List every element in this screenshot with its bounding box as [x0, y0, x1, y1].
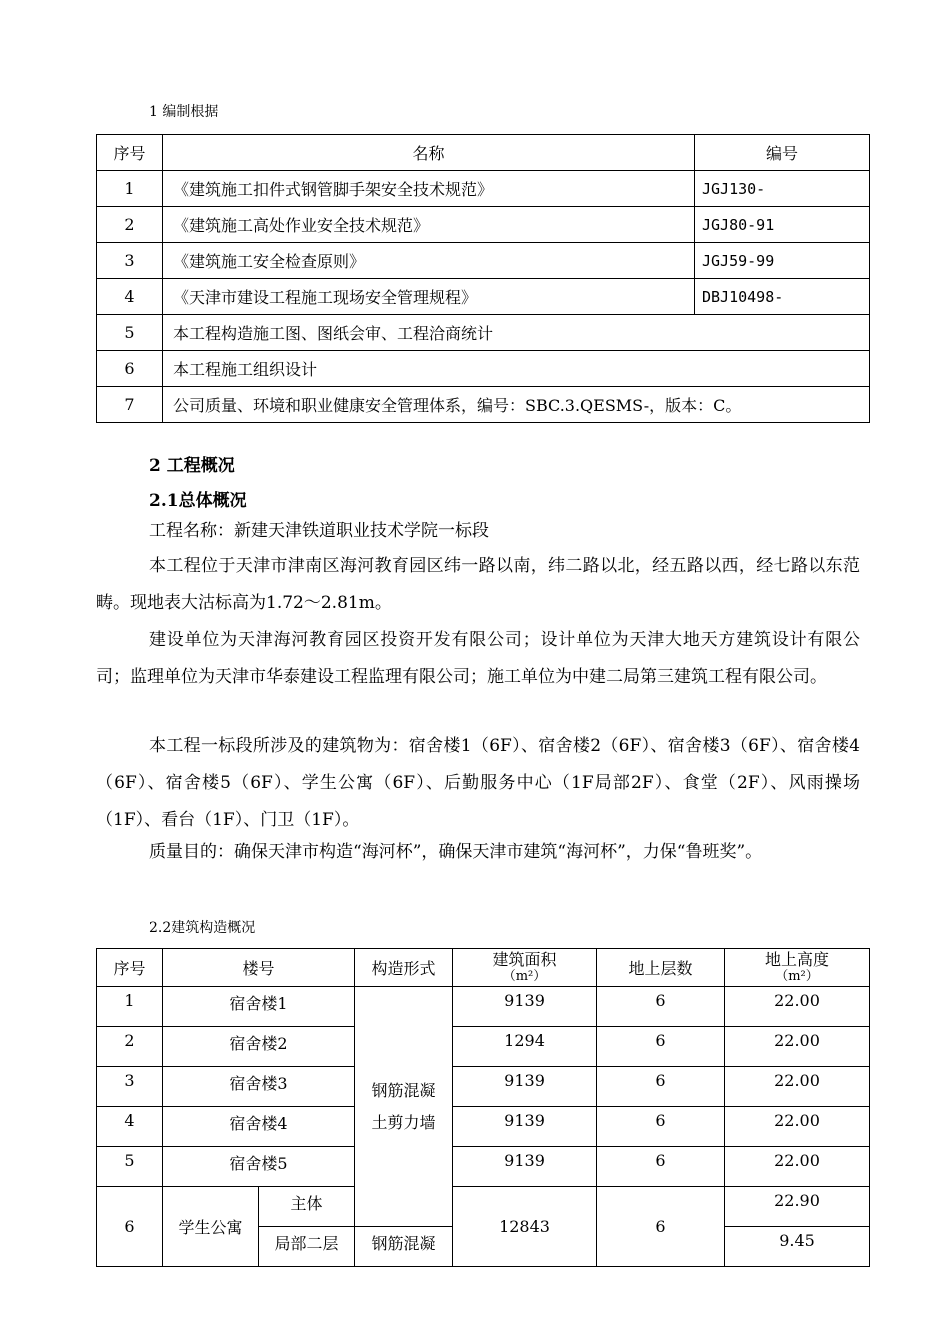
- structure-row-floors: 6: [597, 1027, 725, 1067]
- table-row: [97, 171, 870, 207]
- basis-row-name: 《天津市建设工程施工现场安全管理规程》: [163, 279, 695, 315]
- apartment-part-local: 局部二层: [259, 1227, 355, 1267]
- basis-row-name: 公司质量、环境和职业健康安全管理体系，编号：SBC.3.QESMS-，版本：C。: [163, 387, 870, 423]
- structure-row-no: 3: [97, 1067, 163, 1107]
- structure-header-row: [97, 949, 870, 987]
- shear-wall-label: 钢筋混凝土剪力墙: [371, 1080, 436, 1132]
- structure-row-area: 9139: [453, 987, 597, 1027]
- structure-row-floors: 6: [597, 987, 725, 1027]
- basis-row-code: JGJ59-99: [695, 243, 870, 279]
- structure-row-height: 22.00: [725, 1147, 870, 1187]
- table-row: [97, 987, 870, 1027]
- structure-row-height: 22.00: [725, 1107, 870, 1147]
- basis-row-code: DBJ10498-: [695, 279, 870, 315]
- basis-table: [96, 134, 870, 423]
- table-row: [97, 207, 870, 243]
- structure-row-no: 2: [97, 1027, 163, 1067]
- structure-row-no: 1: [97, 987, 163, 1027]
- basis-row-no: 3: [97, 243, 163, 279]
- basis-row-name: 本工程施工组织设计: [163, 351, 870, 387]
- basis-row-no: 7: [97, 387, 163, 423]
- structure-row-name: 宿舍楼5: [163, 1147, 355, 1187]
- basis-header-row: [97, 135, 870, 171]
- basis-row-name: 《建筑施工安全检查原则》: [163, 243, 695, 279]
- basis-row-code: JGJ130-: [695, 171, 870, 207]
- apartment-local-form: 钢筋混凝: [355, 1227, 453, 1267]
- table-row: [97, 1187, 870, 1227]
- structure-row-no: 4: [97, 1107, 163, 1147]
- table-row: [97, 387, 870, 423]
- basis-row-no: 4: [97, 279, 163, 315]
- structure-header-floors: 地上层数: [597, 949, 725, 987]
- basis-row-code: JGJ80-91: [695, 207, 870, 243]
- basis-row-no: 5: [97, 315, 163, 351]
- structure-row-name: 宿舍楼4: [163, 1107, 355, 1147]
- structure-row-height: 22.00: [725, 1067, 870, 1107]
- structure-header-no: 序号: [97, 949, 163, 987]
- units-paragraph: 建设单位为天津海河教育园区投资开发有限公司；设计单位为天津大地天方建筑设计有限公司；监理单位为天津市华泰建设工程监理有限公司；施工单位为中建二局第三建筑工程有限公司。: [96, 630, 860, 687]
- table-row: [97, 1067, 870, 1107]
- area-header-unit: （m²）: [502, 968, 547, 984]
- structure-row-height: 22.00: [725, 1027, 870, 1067]
- structure-row-no: 5: [97, 1147, 163, 1187]
- basis-header-code: 编号: [695, 135, 870, 171]
- basis-row-name: 《建筑施工扣件式钢管脚手架安全技术规范》: [163, 171, 695, 207]
- structure-header-form: 构造形式: [355, 949, 453, 987]
- basis-row-no: 2: [97, 207, 163, 243]
- structure-row-height: 22.00: [725, 987, 870, 1027]
- table-row: [97, 1147, 870, 1187]
- apartment-part-main: 主体: [259, 1187, 355, 1227]
- structure-row-area: 9139: [453, 1147, 597, 1187]
- height-header-label: 地上高度: [765, 949, 830, 969]
- structure-row-floors: 6: [597, 1107, 725, 1147]
- table-row: [97, 243, 870, 279]
- table-row: [97, 279, 870, 315]
- quality-paragraph: 质量目的：确保天津市构造“海河杯”，确保天津市建筑“海河杯”，力保“鲁班奖”。: [149, 842, 763, 862]
- table-row: [97, 1027, 870, 1067]
- basis-row-no: 1: [97, 171, 163, 207]
- location-paragraph: 本工程位于天津市津南区海河教育园区纬一路以南，纬二路以北，经五路以西，经七路以东范畴。现地表大沽标高为1.72～2.81m。: [96, 556, 860, 613]
- section-title: 2 工程概况: [149, 456, 235, 476]
- subsection-title: 2.1总体概况: [149, 491, 247, 511]
- table-row: [97, 1107, 870, 1147]
- apartment-height-main: 22.90: [725, 1187, 870, 1227]
- structure-row-no: 6: [97, 1187, 163, 1267]
- structure-row-name: 宿舍楼2: [163, 1027, 355, 1067]
- structure-row-floors: 6: [597, 1067, 725, 1107]
- structure-row-floors: 6: [597, 1187, 725, 1267]
- basis-heading: 1 编制根据: [149, 104, 219, 120]
- structure-heading: 2.2建筑构造概况: [149, 920, 256, 936]
- basis-row-name: 《建筑施工高处作业安全技术规范》: [163, 207, 695, 243]
- structure-row-area: 9139: [453, 1067, 597, 1107]
- structure-header-building: 楼号: [163, 949, 355, 987]
- structure-header-area: [453, 949, 597, 987]
- structure-form-shear-wall: [355, 987, 453, 1227]
- basis-header-name: 名称: [163, 135, 695, 171]
- basis-row-no: 6: [97, 351, 163, 387]
- basis-row-name: 本工程构造施工图、图纸会审、工程洽商统计: [163, 315, 870, 351]
- structure-table: [96, 948, 870, 1267]
- structure-row-area: 12843: [453, 1187, 597, 1267]
- table-row: [97, 315, 870, 351]
- structure-row-name: 学生公寓: [163, 1187, 259, 1267]
- table-row: [97, 351, 870, 387]
- structure-row-name: 宿舍楼3: [163, 1067, 355, 1107]
- area-header-label: 建筑面积: [492, 949, 557, 969]
- height-header-unit: （m²）: [775, 968, 819, 984]
- structure-header-height: [725, 949, 870, 987]
- structure-row-floors: 6: [597, 1147, 725, 1187]
- project-name-paragraph: 工程名称：新建天津铁道职业技术学院一标段: [149, 521, 489, 541]
- structure-row-area: 9139: [453, 1107, 597, 1147]
- apartment-height-local: 9.45: [725, 1227, 870, 1267]
- buildings-paragraph: 本工程一标段所涉及的建筑物为：宿舍楼1（6F）、宿舍楼2（6F）、宿舍楼3（6F）、宿舍楼4（6F）、宿舍楼5（6F）、学生公寓（6F）、后勤服务中心（1F局部2F）、食堂（2F）、风雨操场（1F）、看台（1F）、门卫（1F）。: [96, 736, 860, 830]
- structure-row-name: 宿舍楼1: [163, 987, 355, 1027]
- basis-header-no: 序号: [97, 135, 163, 171]
- structure-row-area: 1294: [453, 1027, 597, 1067]
